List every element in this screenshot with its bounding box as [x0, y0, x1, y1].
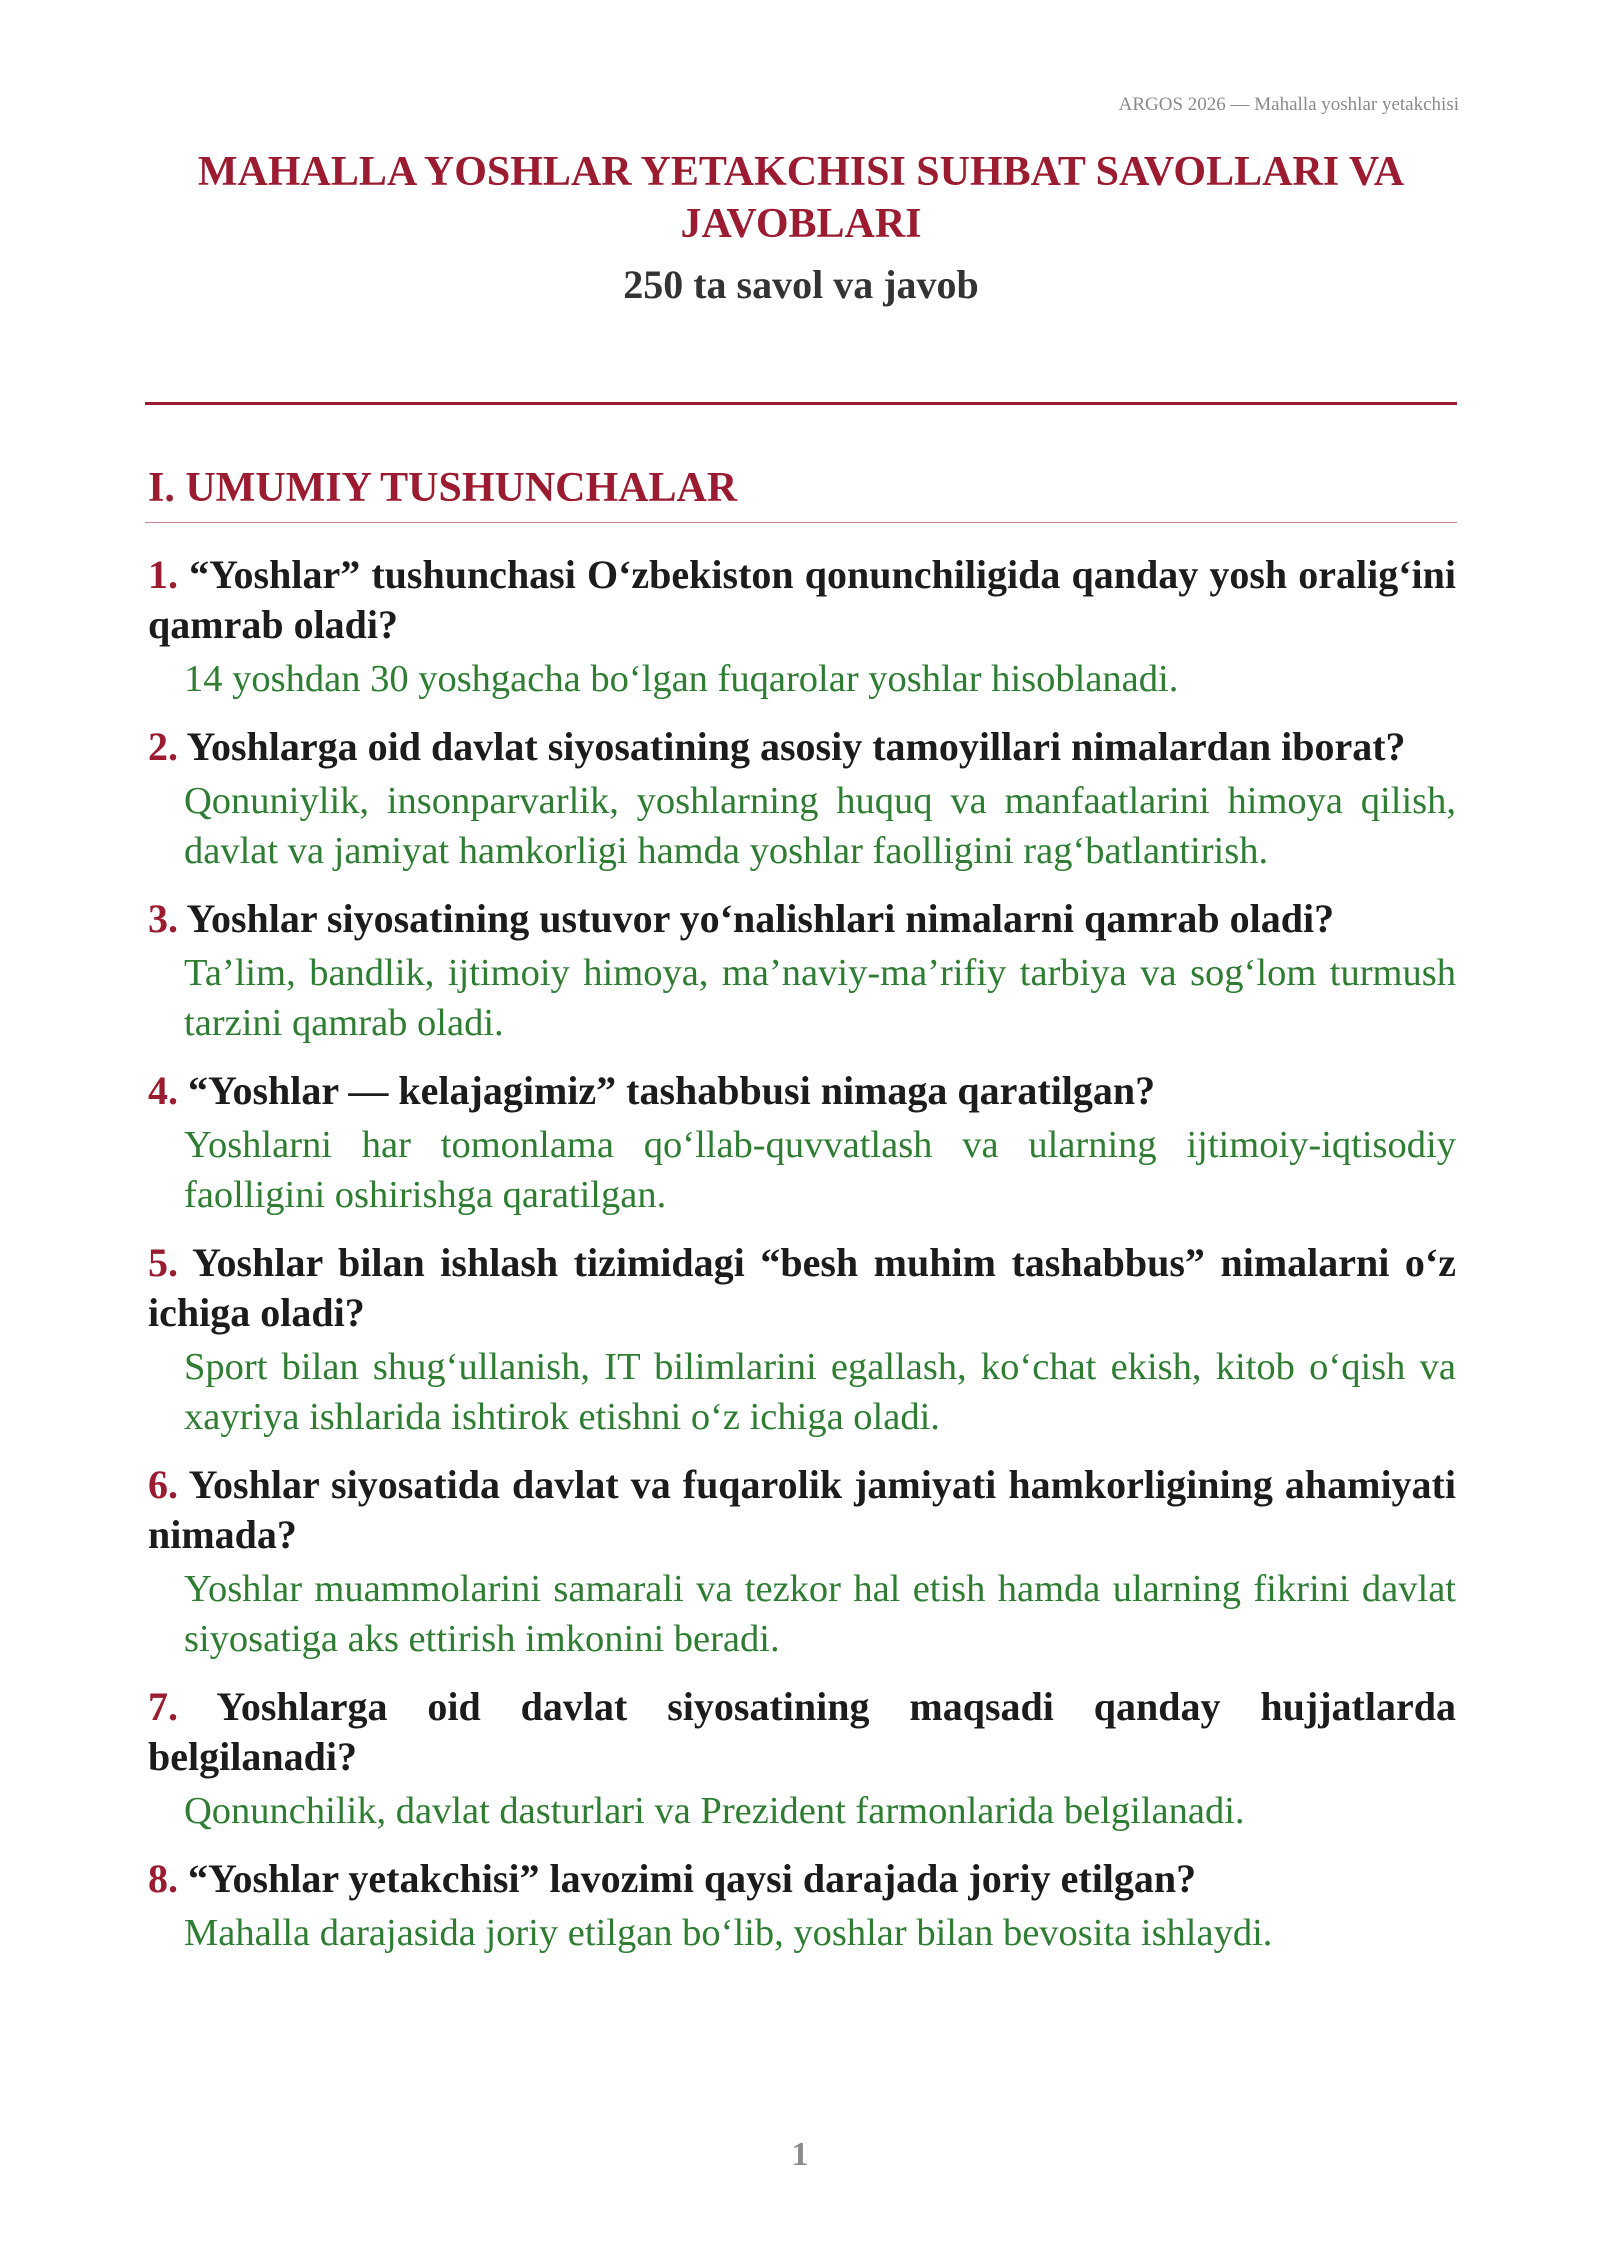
question [148, 894, 1456, 944]
question [148, 722, 1456, 772]
question [148, 1460, 1456, 1560]
answer: 14 yoshdan 30 yoshgacha bo‘lgan fuqarolar yoshlar hisoblanadi. [184, 658, 1179, 700]
answer: Sport bilan shug‘ullanish, IT bilimlarini egallash, ko‘chat ekish, kitob o‘qish va xayriya ishlarida ishtirok etishni o‘z ichiga oladi. [184, 1346, 1456, 1438]
question-number: 6. [148, 1462, 178, 1507]
section-divider [145, 522, 1457, 523]
qa-item [148, 894, 1456, 1048]
question-text: Yoshlarga oid davlat siyosatining maqsadi qanday hujjatlarda belgilanadi? [148, 1684, 1456, 1779]
question-text: Yoshlarga oid davlat siyosatining asosiy tamoyillari nimalardan iborat? [186, 724, 1406, 769]
question-number: 2. [148, 724, 178, 769]
question-text: Yoshlar bilan ishlash tizimidagi “besh muhim tashabbus” nimalarni o‘z ichiga oladi? [148, 1240, 1456, 1335]
qa-item [148, 1854, 1456, 1958]
question-text: “Yoshlar — kelajagimiz” tashabbusi nimaga qaratilgan? [188, 1068, 1156, 1113]
question-text: Yoshlar siyosatida davlat va fuqarolik jamiyati hamkorligining ahamiyati nimada? [148, 1462, 1456, 1557]
qa-item [148, 722, 1456, 876]
question-number: 4. [148, 1068, 178, 1113]
answer: Mahalla darajasida joriy etilgan bo‘lib, yoshlar bilan bevosita ishlaydi. [184, 1912, 1273, 1954]
question-text: Yoshlar siyosatining ustuvor yo‘nalishlari nimalarni qamrab oladi? [186, 896, 1335, 941]
question [148, 1066, 1456, 1116]
question [148, 1682, 1456, 1782]
answer: Yoshlarni har tomonlama qo‘llab-quvvatlash va ularning ijtimoiy-iqtisodiy faolligini oshirishga qaratilgan. [184, 1124, 1456, 1216]
answer: Qonunchilik, davlat dasturlari va Prezident farmonlarida belgilanadi. [184, 1790, 1245, 1832]
answer: Qonuniylik, insonparvarlik, yoshlarning huquq va manfaatlarini himoya qilish, davlat va jamiyat hamkorligi hamda yoshlar faolligini rag‘batlantirish. [184, 780, 1456, 872]
title-divider [145, 402, 1457, 405]
question [148, 550, 1456, 650]
qa-item [148, 1682, 1456, 1836]
document-title: MAHALLA YOSHLAR YETAKCHISI SUHBAT SAVOLLARI VA JAVOBLARI [197, 149, 1405, 247]
question [148, 1238, 1456, 1338]
question-number: 5. [148, 1240, 178, 1285]
qa-item [148, 550, 1456, 704]
question [148, 1854, 1456, 1904]
question-number: 1. [148, 552, 178, 597]
qa-item [148, 1460, 1456, 1664]
qa-list [148, 550, 1456, 1976]
question-text: “Yoshlar” tushunchasi O‘zbekiston qonunchiligida qanday yosh oralig‘ini qamrab oladi? [148, 552, 1457, 647]
section-heading: I. UMUMIY TUSHUNCHALAR [148, 465, 738, 511]
answer: Yoshlar muammolarini samarali va tezkor hal etish hamda ularning fikrini davlat siyosatiga aks ettirish imkonini beradi. [184, 1568, 1456, 1660]
running-header: ARGOS 2026 — Mahalla yoshlar yetakchisi [1118, 94, 1459, 115]
question-number: 3. [148, 896, 178, 941]
answer: Ta’lim, bandlik, ijtimoiy himoya, ma’naviy-ma’rifiy tarbiya va sog‘lom turmush tarzini qamrab oladi. [184, 952, 1456, 1044]
page-number: 1 [791, 2136, 809, 2173]
document-subtitle: 250 ta savol va javob [623, 262, 979, 307]
qa-item [148, 1238, 1456, 1442]
question-number: 8. [148, 1856, 178, 1901]
question-text: “Yoshlar yetakchisi” lavozimi qaysi darajada joriy etilgan? [188, 1856, 1197, 1901]
question-number: 7. [148, 1684, 178, 1729]
qa-item [148, 1066, 1456, 1220]
